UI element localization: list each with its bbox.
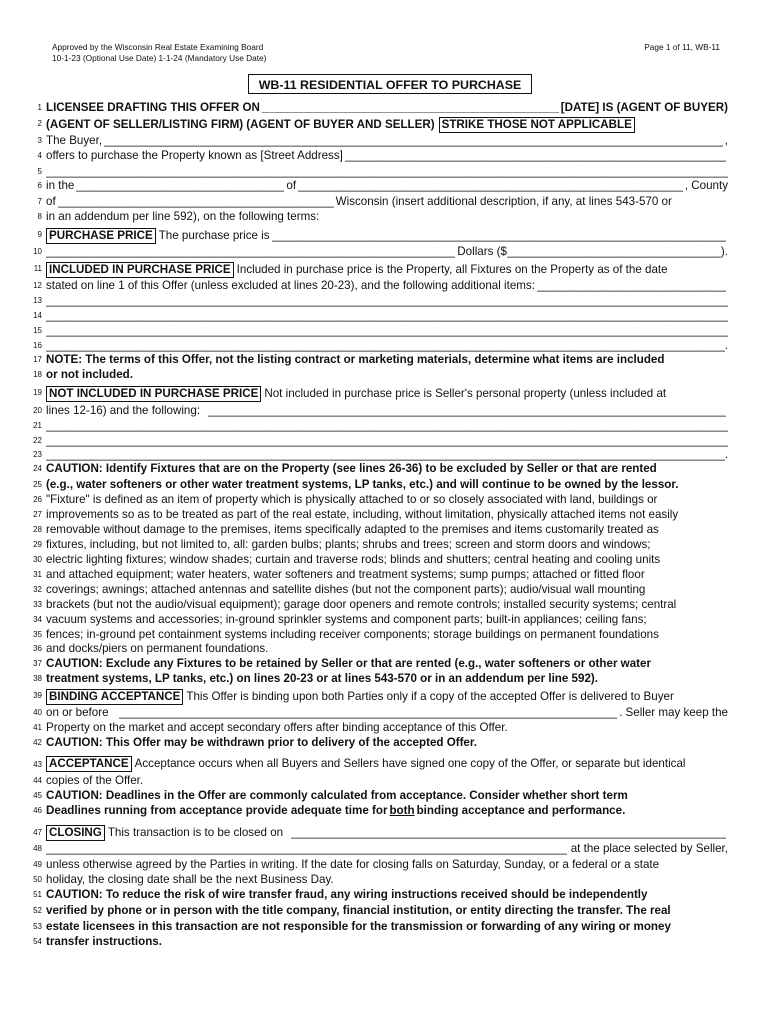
acceptance-text-cont: copies of the Offer.: [46, 774, 144, 787]
line-20: [46, 404, 728, 418]
street-address-blank[interactable]: [345, 149, 726, 163]
line-47: [46, 825, 728, 841]
line-32: [46, 583, 728, 597]
line-50: [46, 873, 728, 887]
line-number: 39: [33, 691, 42, 700]
line-number: 35: [33, 630, 42, 639]
not-included-text: Not included in purchase price is Seller's personal property (unless included at: [264, 387, 667, 400]
caution-exclude-fixtures-cont: treatment systems, LP tanks, etc.) on lines 20-23 or at lines 543-570 or in an addendum per line 592).: [46, 672, 598, 685]
line-number: 44: [33, 776, 42, 785]
line-number: 5: [37, 167, 42, 176]
line-46: [46, 804, 728, 818]
purchase-price-words-blank[interactable]: [272, 229, 726, 243]
binding-acceptance-text: This Offer is binding upon both Parties only if a copy of the accepted Offer is delivered to Buyer: [186, 690, 674, 703]
line-49: [46, 858, 728, 872]
line-number: 37: [33, 659, 42, 668]
fixture-definition: fixtures, including, but not limited to, all: garden bulbs; plants; shrubs and trees; screen and storm doors and windows;: [46, 538, 651, 551]
line-number: 53: [33, 922, 42, 931]
buyer-label: The Buyer,: [46, 134, 103, 147]
line-19: [46, 386, 728, 402]
closing-holiday-text: unless otherwise agreed by the Parties in writing. If the date for closing falls on Saturday, Sunday, or a federal or a state: [46, 858, 660, 871]
caution-wire-fraud-cont: verified by phone or in person with the title company, financial institution, or entity directing the transfer. The real: [46, 904, 671, 917]
of-label: of: [286, 179, 297, 192]
line-number: 41: [33, 723, 42, 732]
included-heading: INCLUDED IN PURCHASE PRICE: [46, 262, 234, 278]
dollars-label: Dollars ($: [457, 245, 507, 258]
buyer-name-blank[interactable]: [104, 134, 723, 148]
line-number: 25: [33, 480, 42, 489]
municipality-label: in the: [46, 179, 75, 192]
address-continuation-blank[interactable]: [46, 165, 728, 179]
drafting-date-blank[interactable]: [262, 101, 559, 115]
line-4: [46, 149, 728, 163]
line-12: [46, 279, 728, 293]
line-number: 21: [33, 421, 42, 430]
seller-keep-text: . Seller may keep the: [619, 706, 728, 719]
acceptance-text: Acceptance occurs when all Buyers and Sellers have signed one copy of the Offer, or separate but identical: [134, 757, 686, 770]
caution-deadlines-cont: Deadlines running from acceptance provide adequate time for: [46, 804, 388, 817]
not-included-heading: NOT INCLUDED IN PURCHASE PRICE: [46, 386, 261, 402]
caution-exclude-fixtures: CAUTION: Exclude any Fixtures to be retained by Seller or that are rented (e.g., water softeners or other water: [46, 657, 651, 670]
line-26: [46, 493, 728, 507]
line-number: 29: [33, 540, 42, 549]
additional-items-blank[interactable]: [46, 324, 728, 338]
line-number: 4: [37, 151, 42, 160]
line-41: [46, 721, 728, 735]
line-51: [46, 888, 728, 902]
line-number: 42: [33, 738, 42, 747]
line-number: 12: [33, 281, 42, 290]
line-28: [46, 523, 728, 537]
line-36: [46, 642, 728, 656]
purchase-price-words-blank-cont[interactable]: [46, 245, 455, 259]
binding-acceptance-heading: BINDING ACCEPTANCE: [46, 689, 183, 705]
caution-fixtures-cont: (e.g., water softeners or other water treatment systems, LP tanks, etc.) and will continue to be owned by the lessor.: [46, 478, 679, 491]
additional-items-blank[interactable]: [46, 339, 725, 353]
additional-items-blank[interactable]: [46, 309, 728, 323]
line-number: 8: [37, 212, 42, 221]
excluded-items-blank[interactable]: [46, 419, 728, 433]
line-8: [46, 210, 728, 224]
fixture-definition: fences; in-ground pet containment systems including receiver components; storage buildings on permanent foundations: [46, 628, 659, 641]
acceptance-heading: ACCEPTANCE: [46, 756, 132, 772]
line-number: 18: [33, 370, 42, 379]
line-number: 10: [33, 247, 42, 256]
purchase-price-amount-blank[interactable]: [507, 245, 721, 259]
line-22: [46, 434, 728, 448]
line-number: 32: [33, 585, 42, 594]
purchase-price-text: The purchase price is: [158, 229, 270, 242]
municipality-name-blank[interactable]: [298, 179, 683, 193]
line-21: [46, 419, 728, 433]
line-35: [46, 628, 728, 642]
line-number: 49: [33, 860, 42, 869]
line-number: 54: [33, 937, 42, 946]
drafting-licensee-label: LICENSEE DRAFTING THIS OFFER ON: [46, 101, 260, 114]
line-37: [46, 657, 728, 671]
line-2: [46, 117, 728, 133]
closing-date-blank[interactable]: [291, 826, 726, 840]
fixture-definition: "Fixture" is defined as an item of property which is physically attached to or so closely associated with land, buildings or: [46, 493, 658, 506]
excluded-items-blank[interactable]: [46, 434, 728, 448]
line-13: [46, 294, 728, 308]
line-number: 14: [33, 311, 42, 320]
closing-text: This transaction is to be closed on: [107, 826, 284, 839]
line-38: [46, 672, 728, 686]
property-address-label: offers to purchase the Property known as [Street Address]: [46, 149, 343, 162]
line-number: 50: [33, 875, 42, 884]
excluded-items-blank[interactable]: [208, 404, 726, 418]
line-number: 20: [33, 406, 42, 415]
secondary-offers-text: Property on the market and accept secondary offers after binding acceptance of this Offer.: [46, 721, 508, 734]
line-25: [46, 478, 728, 492]
county-name-blank[interactable]: [58, 195, 334, 209]
approved-by-text: Approved by the Wisconsin Real Estate Examining Board: [52, 42, 264, 52]
line-53: [46, 920, 728, 934]
closing-date-blank-cont[interactable]: [46, 842, 567, 856]
line-number: 40: [33, 708, 42, 717]
fixture-definition: vacuum systems and accessories; in-ground sprinkler systems and component parts; built-in appliances; ceiling fans;: [46, 613, 647, 626]
line-number: 30: [33, 555, 42, 564]
note-text-cont: or not included.: [46, 368, 133, 381]
line-number: 15: [33, 326, 42, 335]
line-number: 52: [33, 906, 42, 915]
closing-holiday-text-cont: holiday, the closing date shall be the next Business Day.: [46, 873, 334, 886]
line-42: [46, 736, 728, 750]
line-29: [46, 538, 728, 552]
caution-deadlines-end: binding acceptance and performance.: [416, 804, 626, 817]
caution-deadlines: CAUTION: Deadlines in the Offer are commonly calculated from acceptance. Consider whether short term: [46, 789, 628, 802]
line-14: [46, 309, 728, 323]
included-text: Included in purchase price is the Property, all Fixtures on the Property as of the date: [236, 263, 668, 276]
caution-wire-fraud: CAUTION: To reduce the risk of wire transfer fraud, any wiring instructions received should be independently: [46, 888, 648, 901]
line-48: [46, 842, 728, 856]
line-number: 7: [37, 197, 42, 206]
line-11: [46, 262, 728, 278]
agency-options: (AGENT OF SELLER/LISTING FIRM) (AGENT OF BUYER AND SELLER): [46, 118, 435, 131]
wisconsin-description-text: Wisconsin (insert additional description, if any, at lines 543-570 or: [335, 195, 672, 208]
line-54: [46, 935, 728, 949]
line-number: 34: [33, 615, 42, 624]
line-33: [46, 598, 728, 612]
line-34: [46, 613, 728, 627]
additional-items-text: stated on line 1 of this Offer (unless excluded at lines 20-23), and the following additional items:: [46, 279, 535, 292]
line-24: [46, 462, 728, 476]
note-text: NOTE: The terms of this Offer, not the listing contract or marketing materials, determine what items are included: [46, 353, 665, 366]
line-number: 24: [33, 464, 42, 473]
line-45: [46, 789, 728, 803]
line-9: [46, 228, 728, 244]
dollars-close: ).: [720, 245, 728, 258]
both-emphasis: both: [389, 804, 415, 817]
line-number: 46: [33, 806, 42, 815]
purchase-price-heading: PURCHASE PRICE: [46, 228, 156, 244]
line-number: 1: [37, 103, 42, 112]
line-18: [46, 368, 728, 382]
line-number: 3: [37, 136, 42, 145]
line-number: 45: [33, 791, 42, 800]
line-number: 27: [33, 510, 42, 519]
line-27: [46, 508, 728, 522]
line-number: 22: [33, 436, 42, 445]
line-6: [46, 179, 728, 193]
line-44: [46, 774, 728, 788]
line-39: [46, 689, 728, 705]
effective-dates-text: 10-1-23 (Optional Use Date) 1-1-24 (Mandatory Use Date): [52, 53, 267, 63]
line-number: 2: [37, 119, 42, 128]
line-30: [46, 553, 728, 567]
excluded-items-blank[interactable]: [46, 448, 725, 462]
line-number: 11: [33, 264, 42, 273]
line-number: 47: [33, 828, 42, 837]
additional-items-blank[interactable]: [537, 279, 726, 293]
terms-intro-text: in an addendum per line 592), on the following terms:: [46, 210, 320, 223]
line-number: 26: [33, 495, 42, 504]
line-number: 17: [33, 355, 42, 364]
line-1: [46, 101, 728, 115]
line-17: [46, 353, 728, 367]
header-approval: [52, 42, 266, 64]
line-number: 38: [33, 674, 42, 683]
caution-wire-fraud-end: transfer instructions.: [46, 935, 162, 948]
fixture-definition: and attached equipment; water heaters, water softeners and treatment systems; sump pumps; attached or fitted floor: [46, 568, 645, 581]
fixture-definition: electric lighting fixtures; window shades; curtain and traverse rods; blinds and shutters; central heating and cooling units: [46, 553, 661, 566]
line-number: 48: [33, 844, 42, 853]
on-or-before-label: on or before: [46, 706, 109, 719]
line-43: [46, 756, 728, 772]
line-40: [46, 706, 728, 720]
line-number: 31: [33, 570, 42, 579]
line-3: The Buyer, _____ ,: [46, 134, 728, 148]
page-info: Page 1 of 11, WB-11: [644, 42, 720, 52]
fixture-definition: coverings; awnings; attached antennas and satellite dishes (but not the component parts); audio/visual wall mounting: [46, 583, 646, 596]
acceptance-deadline-blank[interactable]: [119, 706, 618, 720]
line-number: 9: [37, 230, 42, 239]
fixture-definition: and docks/piers on permanent foundations.: [46, 642, 269, 655]
line-number: 33: [33, 600, 42, 609]
closing-heading: CLOSING: [46, 825, 105, 841]
line-number: 19: [33, 388, 42, 397]
line-number: 6: [37, 181, 42, 190]
excluded-items-label: lines 12-16) and the following:: [46, 404, 201, 417]
line-number: 16: [33, 341, 42, 350]
line-number: 13: [33, 296, 42, 305]
line-52: [46, 904, 728, 918]
fixture-definition: brackets (but not the audio/visual equipment); garage door openers and remote controls; installed security systems; central: [46, 598, 677, 611]
line-23: _____ .: [46, 448, 728, 462]
line-number: 43: [33, 760, 42, 769]
caution-fixtures: CAUTION: Identify Fixtures that are on the Property (see lines 26-36) to be excluded by Seller or that are rented: [46, 462, 657, 475]
caution-wire-fraud-cont: estate licensees in this transaction are not responsible for the transmission or forwarding of any wiring or money: [46, 920, 671, 933]
line-5: [46, 165, 728, 179]
additional-items-blank[interactable]: [46, 294, 728, 308]
agency-label: [DATE] IS (AGENT OF BUYER): [560, 101, 728, 114]
form-title: WB-11 RESIDENTIAL OFFER TO PURCHASE: [248, 74, 532, 94]
line-number: 36: [33, 644, 42, 653]
caution-withdrawn: CAUTION: This Offer may be withdrawn prior to delivery of the accepted Offer.: [46, 736, 477, 749]
fixture-definition: improvements so as to be treated as part of the real estate, including, without limitation, physically attached items not easily: [46, 508, 679, 521]
closing-place-text: at the place selected by Seller,: [570, 842, 728, 855]
of-label: of: [46, 195, 56, 208]
county-label: , County: [684, 179, 728, 192]
line-number: 23: [33, 450, 42, 459]
line-31: [46, 568, 728, 582]
line-7: [46, 195, 728, 209]
strike-instruction: STRIKE THOSE NOT APPLICABLE: [439, 117, 635, 133]
municipality-type-blank[interactable]: [76, 179, 284, 193]
line-10: [46, 245, 728, 259]
line-15: [46, 324, 728, 338]
fixture-definition: removable without damage to the premises, items specifically adapted to the premises and items customarily treated as: [46, 523, 659, 536]
line-16: _____ .: [46, 339, 728, 353]
line-number: 51: [33, 890, 42, 899]
line-number: 28: [33, 525, 42, 534]
